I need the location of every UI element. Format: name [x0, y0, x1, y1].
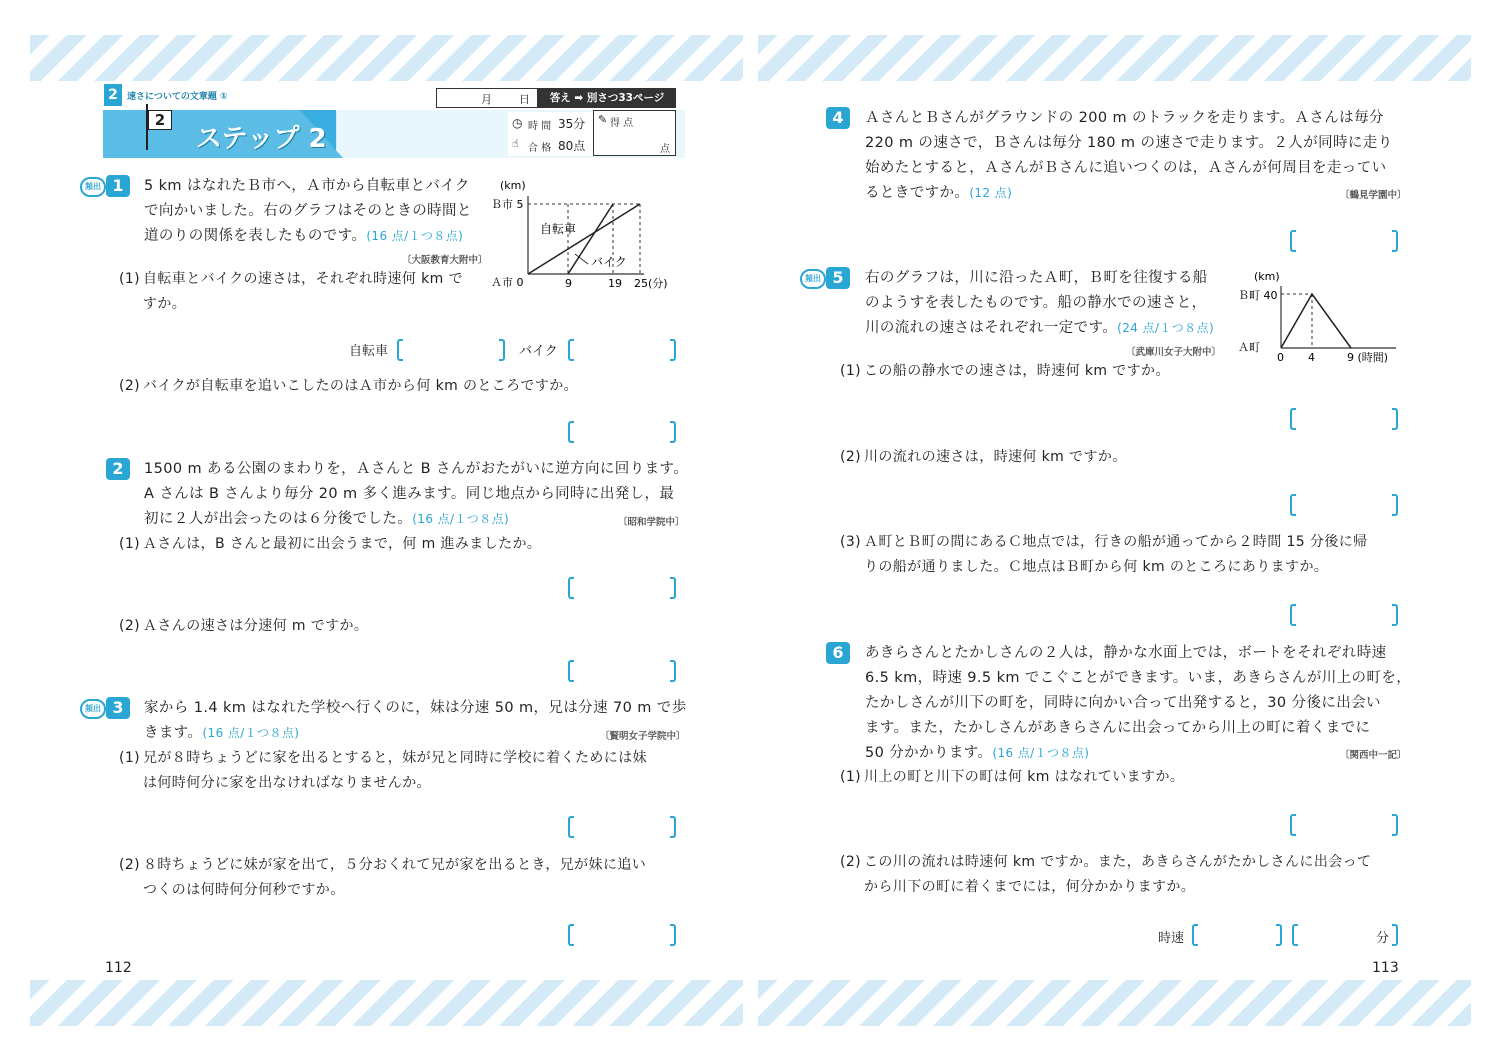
- q1-sub2-answer-field[interactable]: [568, 421, 676, 447]
- q1-graph-x-tick-25: 25(分): [634, 277, 668, 290]
- q6-line-5-text: 50 分かかります。: [865, 745, 993, 761]
- q1-graph-y-unit: (km): [500, 179, 526, 192]
- date-month: 月: [481, 93, 492, 106]
- q3-sub2-line-2: つくのは何時何分何秒ですか。: [143, 882, 345, 898]
- q3-points: (16 点/１つ８点): [202, 726, 300, 740]
- q4-line-2: 220 m の速さで，Ｂさんは毎分 180 m の速さで走ります。２人が同時に走り: [865, 135, 1393, 151]
- q2-line-1: 1500 m ある公園のまわりを，Ａさんと B さんがおたがいに逆方向に回ります。: [144, 461, 689, 477]
- q1-line-1: 5 km はなれたＢ市へ，Ａ市から自転車とバイク: [144, 178, 470, 194]
- q1-graph-x-tick-19: 19: [608, 277, 622, 290]
- q6-source: 〔関西中一記〕: [1340, 750, 1407, 761]
- frequent-badge-q3: 頻出: [80, 699, 106, 719]
- q2-line-3: [144, 507, 509, 532]
- q1-answer-motorbike-field[interactable]: [568, 339, 676, 365]
- q6-line-1: あきらさんとたかしさんの２人は，静かな水面上では，ボートをそれぞれ時速: [865, 645, 1387, 661]
- q2-points: (16 点/１つ８点): [412, 512, 510, 526]
- q3-line-2: [144, 721, 299, 746]
- q2-line-2: A さんは B さんより毎分 20 m 多く進みます。同じ地点から同時に出発し，最: [144, 486, 675, 502]
- q6-answer-unit-minutes: 分: [1376, 931, 1390, 946]
- q5-graph-y-bottom: Ａ町: [1238, 341, 1260, 354]
- q5-sub1-number: (1): [840, 363, 862, 379]
- q1-sub1-number: (1): [119, 271, 141, 287]
- q2-sub1-text: Ａさんは，B さんと最初に出会うまで，何 m 進みましたか。: [143, 536, 542, 552]
- q4-line-4: [865, 181, 1012, 206]
- q1-sub2-text: バイクが自転車を追いこしたのはＡ市から何 km のところですか。: [143, 378, 579, 394]
- q6-line-3: たかしさんが川下の町を，同時に向かい合って出発すると，30 分後に出会い: [865, 695, 1381, 711]
- q5-line-3: [865, 316, 1214, 341]
- q5-graph-x-tick-4: 4: [1308, 351, 1315, 364]
- q3-source: 〔賢明女子学院中〕: [600, 731, 686, 742]
- q6-line-2: 6.5 km，時速 9.5 km でこぐことができます。いま，あきらさんが川上の町を，: [865, 670, 1412, 686]
- q5-graph-x-tick-9: 9 (時間): [1347, 351, 1389, 364]
- q1-graph: [488, 176, 688, 294]
- time-value: 35分: [558, 117, 586, 131]
- q4-line-4-text: るときですか。: [865, 185, 970, 201]
- q5-sub3-number: (3): [840, 534, 862, 550]
- q5-graph-x-tick-0: 0: [1277, 351, 1284, 364]
- q5-line-2: のようすを表したものです。船の静水での速さと，: [865, 295, 1207, 311]
- time-label: 時 間: [528, 121, 552, 132]
- q6-sub1: [840, 765, 1184, 790]
- q5-sub3-answer-field[interactable]: [1290, 604, 1398, 630]
- step-flag-number: 2: [148, 110, 172, 130]
- q6-sub2: [840, 850, 1371, 875]
- q2-sub1-number: (1): [119, 536, 141, 552]
- q5-sub2-text: 川の流れの速さは，時速何 km ですか。: [864, 449, 1127, 465]
- q5-sub2-answer-field[interactable]: [1290, 494, 1398, 520]
- bottom-stripe-right: [758, 980, 1471, 1026]
- q3-sub1-number: (1): [119, 750, 141, 766]
- q6-sub1-text: 川上の町と川下の町は何 km はなれていますか。: [864, 769, 1185, 785]
- q4-line-3: 始めたとすると，ＡさんがＢさんに追いつくのは，Ａさんが何周目を走ってい: [865, 160, 1387, 176]
- question-number-5: 5: [826, 267, 850, 289]
- q3-sub1-answer-field[interactable]: [568, 816, 676, 842]
- q3-sub1-line-1: 兄が８時ちょうどに家を出るとすると，妹が兄と同時に学校に着くためには妹: [143, 750, 647, 766]
- flag-icon: [140, 104, 176, 150]
- date-day: 日: [519, 93, 530, 106]
- q5-graph-y-unit: (km): [1254, 270, 1280, 283]
- q5-sub1-text: この船の静水での速さは，時速何 km ですか。: [864, 363, 1170, 379]
- q1-line-3-text: 道のりの関係を表したものです。: [144, 228, 367, 244]
- left-page-number: 112: [105, 960, 132, 976]
- question-number-4: 4: [826, 107, 850, 129]
- q1-answer-bicycle-field[interactable]: [397, 339, 505, 365]
- question-number-2: 2: [106, 458, 130, 480]
- q1-line-3: [144, 224, 463, 249]
- q1-graph-motorbike-label: バイク: [591, 255, 627, 269]
- q3-sub2-answer-field[interactable]: [568, 924, 676, 950]
- q6-sub1-number: (1): [840, 769, 862, 785]
- q3-sub2-number: (2): [119, 857, 141, 873]
- right-page-number: 113: [1372, 960, 1399, 976]
- bottom-stripe-left: [30, 980, 743, 1026]
- q4-source: 〔鶴見学園中〕: [1340, 190, 1407, 201]
- q1-answer-label-bicycle: 自転車: [349, 344, 389, 359]
- q5-graph: [1236, 266, 1406, 370]
- q1-sub1-line-1: 自転車とバイクの速さは，それぞれ時速何 km で: [143, 271, 463, 287]
- frequent-badge-q5: 頻出: [800, 269, 826, 289]
- answer-reference: 答え ➡ 別さつ33ページ: [538, 88, 676, 108]
- step-title: ステップ 2: [196, 124, 327, 154]
- q3-line-1: 家から 1.4 km はなれた学校へ行くのに，妹は分速 50 m，兄は分速 70 m で歩: [144, 700, 687, 716]
- top-stripe-right: [758, 35, 1471, 81]
- q5-graph-y-top: Ｂ町 40: [1238, 289, 1278, 302]
- q5-sub1: [840, 359, 1170, 384]
- q6-answer-label-speed: 時速: [1158, 931, 1185, 946]
- q5-sub3-line-2: りの船が通りました。Ｃ地点はＢ町から何 km のところにありますか。: [864, 559, 1329, 575]
- q1-sub1-line-2: すか。: [143, 296, 187, 312]
- q1-sub2-number: (2): [119, 378, 141, 394]
- date-box: [436, 88, 538, 108]
- q2-source: 〔昭和学院中〕: [618, 517, 685, 528]
- score-unit: 点: [660, 144, 670, 155]
- q1-points: (16 点/１つ８点): [366, 229, 464, 243]
- score-label: 得 点: [610, 118, 634, 129]
- q5-sub1-answer-field[interactable]: [1290, 408, 1398, 434]
- q5-sub3-line-1: Ａ町とＢ町の間にあるＣ地点では，行きの船が通ってから２時間 15 分後に帰: [864, 534, 1368, 550]
- q1-sub1: [119, 267, 463, 292]
- unit-number-icon: 2: [104, 84, 122, 106]
- q6-line-5: [865, 741, 1089, 766]
- q2-sub2-number: (2): [119, 618, 141, 634]
- score-box: [593, 110, 676, 156]
- question-number-6: 6: [826, 642, 850, 664]
- q1-line-2: で向かいました。右のグラフはそのときの時間と: [144, 203, 472, 219]
- q5-points: (24 点/１つ８点): [1117, 321, 1215, 335]
- q3-line-2-text: きます。: [144, 725, 203, 741]
- q2-sub1: [119, 532, 541, 557]
- q2-line-3-text: 初に２人が出会ったのは６分後でした。: [144, 511, 413, 527]
- q6-sub2-line-2: から川下の町に着くまでには，何分かかりますか。: [864, 879, 1196, 895]
- q3-sub2-line-1: ８時ちょうどに妹が家を出て，５分おくれて兄が家を出るとき，兄が妹に追い: [143, 857, 647, 873]
- q5-sub2: [840, 445, 1127, 470]
- frequent-badge-q1: 頻出: [80, 177, 106, 197]
- q4-answer-field[interactable]: [1290, 230, 1398, 256]
- q2-sub1-answer-field[interactable]: [568, 577, 676, 603]
- q1-graph-x-tick-9: 9: [565, 277, 572, 290]
- q5-sub2-number: (2): [840, 449, 862, 465]
- q4-line-1: ＡさんとＢさんがグラウンドの 200 m のトラックを走ります。Ａさんは毎分: [865, 110, 1384, 126]
- time-box: [508, 112, 593, 156]
- q6-sub1-answer-field[interactable]: [1290, 814, 1398, 840]
- q4-points: (12 点): [969, 186, 1013, 200]
- q6-sub2-line-1: この川の流れは時速何 km ですか。また，あきらさんがたかしさんに出会って: [864, 854, 1372, 870]
- q6-line-4: ます。また，たかしさんがあきらさんに出会ってから川上の町に着くまでに: [865, 720, 1371, 736]
- q1-answer-label-motorbike: バイク: [519, 344, 558, 359]
- thumbs-up-icon: ☝: [512, 137, 519, 150]
- q2-sub2-answer-field[interactable]: [568, 660, 676, 686]
- q3-sub1: [119, 746, 647, 771]
- q6-points: (16 点/１つ８点): [992, 746, 1090, 760]
- q5-graph-boat-line: [1281, 294, 1351, 348]
- q3-sub2: [119, 853, 646, 878]
- q5-sub3: [840, 530, 1368, 555]
- q5-line-1: 右のグラフは，川に沿ったＡ町，Ｂ町を往復する船: [865, 270, 1208, 286]
- pass-label: 合 格: [528, 143, 552, 154]
- q1-source: 〔大阪教育大附中〕: [402, 255, 488, 266]
- q1-graph-y-bottom: Ａ市 0: [491, 276, 524, 289]
- q5-line-3-text: 川の流れの速さはそれぞれ一定です。: [865, 320, 1118, 336]
- q6-sub2-number: (2): [840, 854, 862, 870]
- q2-sub2-text: Ａさんの速さは分速何 m ですか。: [143, 618, 369, 634]
- unit-label: 速さについての文章題 ①: [127, 92, 228, 102]
- q1-graph-bicycle-label: 自転車: [540, 222, 577, 236]
- q5-source: 〔武庫川女子大附中〕: [1126, 347, 1222, 358]
- q3-sub1-line-2: は何時何分に家を出なければなりませんか。: [143, 775, 431, 791]
- q6-answer-speed-field[interactable]: [1192, 924, 1282, 950]
- pencil-icon: ✎: [598, 113, 608, 126]
- question-number-3: 3: [106, 697, 130, 719]
- q1-graph-y-top: Ｂ市 5: [491, 198, 524, 211]
- top-stripe-left: [30, 35, 743, 81]
- q1-sub2: [119, 374, 578, 399]
- question-number-1: 1: [106, 175, 130, 197]
- clock-icon: ◷: [512, 116, 523, 130]
- pass-value: 80点: [558, 139, 586, 153]
- q2-sub2: [119, 614, 368, 639]
